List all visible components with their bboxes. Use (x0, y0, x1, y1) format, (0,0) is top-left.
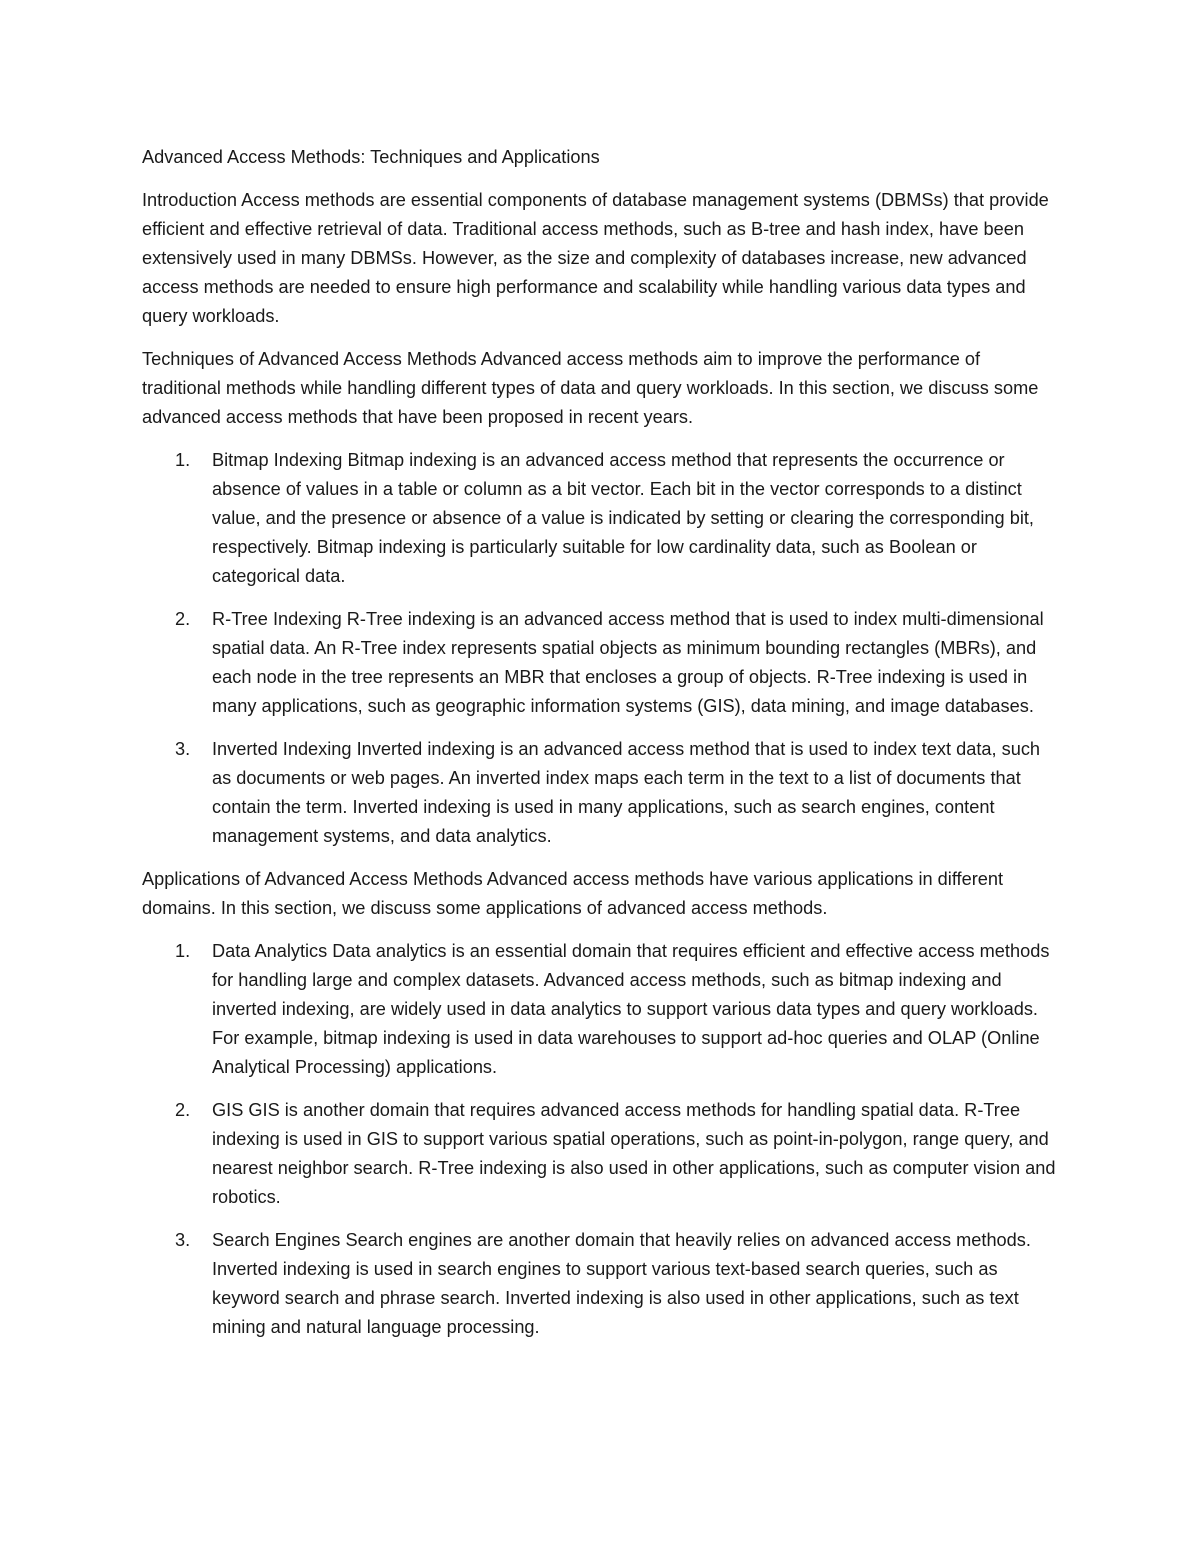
applications-list (142, 937, 1062, 1342)
list-item-number: 3. (175, 739, 191, 759)
list-item (142, 446, 1062, 591)
list-item-text: Bitmap Indexing Bitmap indexing is an advanced access method that represents the occurrence or absence of values in a table or column as a bit vector. Each bit in the vector corresponds to a distinct value, and the presence or absence of a value is indicated by setting or clearing the corresponding bit, respectively. Bitmap indexing is particularly suitable for low cardinality data, such as Boolean or categorical data. (212, 450, 1034, 586)
list-item-number: 2. (175, 609, 191, 629)
document-body (142, 143, 1062, 1356)
intro-paragraph: Introduction Access methods are essential components of database management systems (DBMSs) that provide efficient and effective retrieval of data. Traditional access methods, such as B-tree and hash index, have been extensively used in many DBMSs. However, as the size and complexity of databases increase, new advanced access methods are needed to ensure high performance and scalability while handling various data types and query workloads. (142, 190, 1049, 326)
list-item-number: 1. (175, 941, 191, 961)
list-item-text: R-Tree Indexing R-Tree indexing is an advanced access method that is used to index multi-dimensional spatial data. An R-Tree index represents spatial objects as minimum bounding rectangles (MBRs), and each node in the tree represents an MBR that encloses a group of objects. R-Tree indexing is used in many applications, such as geographic information systems (GIS), data mining, and image databases. (212, 609, 1044, 716)
list-item-text: Inverted Indexing Inverted indexing is an advanced access method that is used to index text data, such as documents or web pages. An inverted index maps each term in the text to a list of documents that contain the term. Inverted indexing is used in many applications, such as search engines, content management systems, and data analytics. (212, 739, 1041, 846)
list-item (142, 1096, 1062, 1212)
techniques-intro-paragraph: Techniques of Advanced Access Methods Advanced access methods aim to improve the performance of traditional methods while handling different types of data and query workloads. In this section, we discuss some advanced access methods that have been proposed in recent years. (142, 349, 1039, 427)
list-item-text: GIS GIS is another domain that requires advanced access methods for handling spatial data. R-Tree indexing is used in GIS to support various spatial operations, such as point-in-polygon, range query, and nearest neighbor search. R-Tree indexing is also used in other applications, such as computer vision and robotics. (212, 1100, 1056, 1207)
list-item (142, 735, 1062, 851)
list-item-number: 1. (175, 450, 191, 470)
list-item-number: 3. (175, 1230, 191, 1250)
list-item-number: 2. (175, 1100, 191, 1120)
applications-intro-paragraph: Applications of Advanced Access Methods Advanced access methods have various applications in different domains. In this section, we discuss some applications of advanced access methods. (142, 869, 1004, 918)
list-item-text: Data Analytics Data analytics is an essential domain that requires efficient and effective access methods for handling large and complex datasets. Advanced access methods, such as bitmap indexing and inverted indexing, are widely used in data analytics to support various data types and query workloads. For example, bitmap indexing is used in data warehouses to support ad-hoc queries and OLAP (Online Analytical Processing) applications. (212, 941, 1050, 1077)
techniques-list (142, 446, 1062, 851)
list-item-text: Search Engines Search engines are another domain that heavily relies on advanced access methods. Inverted indexing is used in search engines to support various text-based search queries, such as keyword search and phrase search. Inverted indexing is also used in other applications, such as text mining and natural language processing. (212, 1230, 1031, 1337)
list-item (142, 1226, 1062, 1342)
document-title: Advanced Access Methods: Techniques and Applications (142, 147, 600, 167)
list-item (142, 605, 1062, 721)
list-item (142, 937, 1062, 1082)
